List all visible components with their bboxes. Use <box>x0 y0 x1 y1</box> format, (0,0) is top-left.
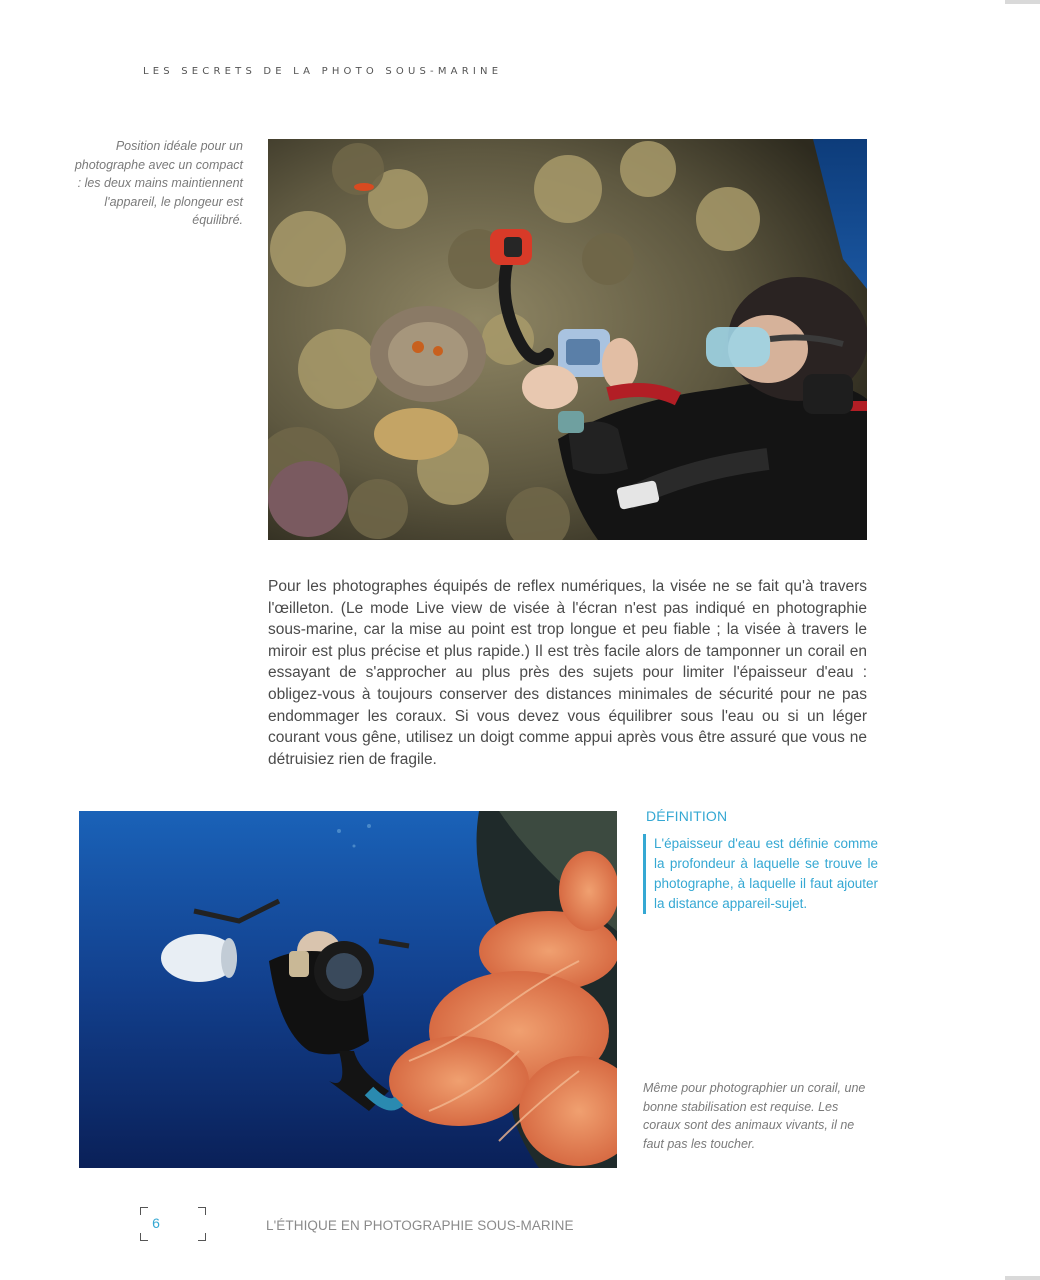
frame-corner-top-right <box>198 1207 206 1215</box>
page-number-frame <box>140 1207 206 1241</box>
frame-corner-bottom-left <box>140 1233 148 1241</box>
page-number: 6 <box>152 1215 160 1231</box>
top-photo-caption: Position idéale pour un photographe avec un compact : les deux mains maintiennent l'appareil, le plongeur est équilibré. <box>74 139 243 227</box>
crop-mark-bottom-right <box>1005 1276 1040 1280</box>
bottom-photo-caption: Même pour photographier un corail, une bonne stabilisation est requise. Les coraux sont des animaux vivants, il ne faut pas les toucher. <box>643 1081 866 1151</box>
definition-text: L'épaisseur d'eau est définie comme la profondeur à laquelle se trouve le photographe, à laquelle il faut ajouter la distance appareil-sujet. <box>643 834 878 914</box>
definition-title: DÉFINITION <box>646 808 728 824</box>
running-footer: L'ÉTHIQUE EN PHOTOGRAPHIE SOUS-MARINE <box>266 1218 574 1233</box>
frame-corner-top-left <box>140 1207 148 1215</box>
crop-mark-top-right <box>1005 0 1040 4</box>
diver-compact-camera-photo <box>268 139 867 540</box>
frame-corner-bottom-right <box>198 1233 206 1241</box>
running-header: LES SECRETS DE LA PHOTO SOUS-MARINE <box>143 66 503 77</box>
main-paragraph: Pour les photographes équipés de reflex numériques, la visée ne se fait qu'à travers l'œilleton. (Le mode Live view de visée à l'écran n'est pas indiqué en photographie sous-marine, car la mise au point est trop longue et peu fiable ; la visée à travers le miroir est plus précise et plus rapide.) Il est très facile alors de tamponner un corail en essayant de s'approcher au plus près des sujets pour limiter l'épaisseur d'eau : obligez-vous à toujours conserver des distances minimales de sécurité pour ne pas endommager les coraux. Si vous devez vous équilibrer sous l'eau ou si un léger courant vous gêne, utilisez un doigt comme appui après vous être assuré que vous ne détruisiez rien de fragile. <box>268 578 867 768</box>
diver-soft-coral-photo <box>79 811 617 1168</box>
